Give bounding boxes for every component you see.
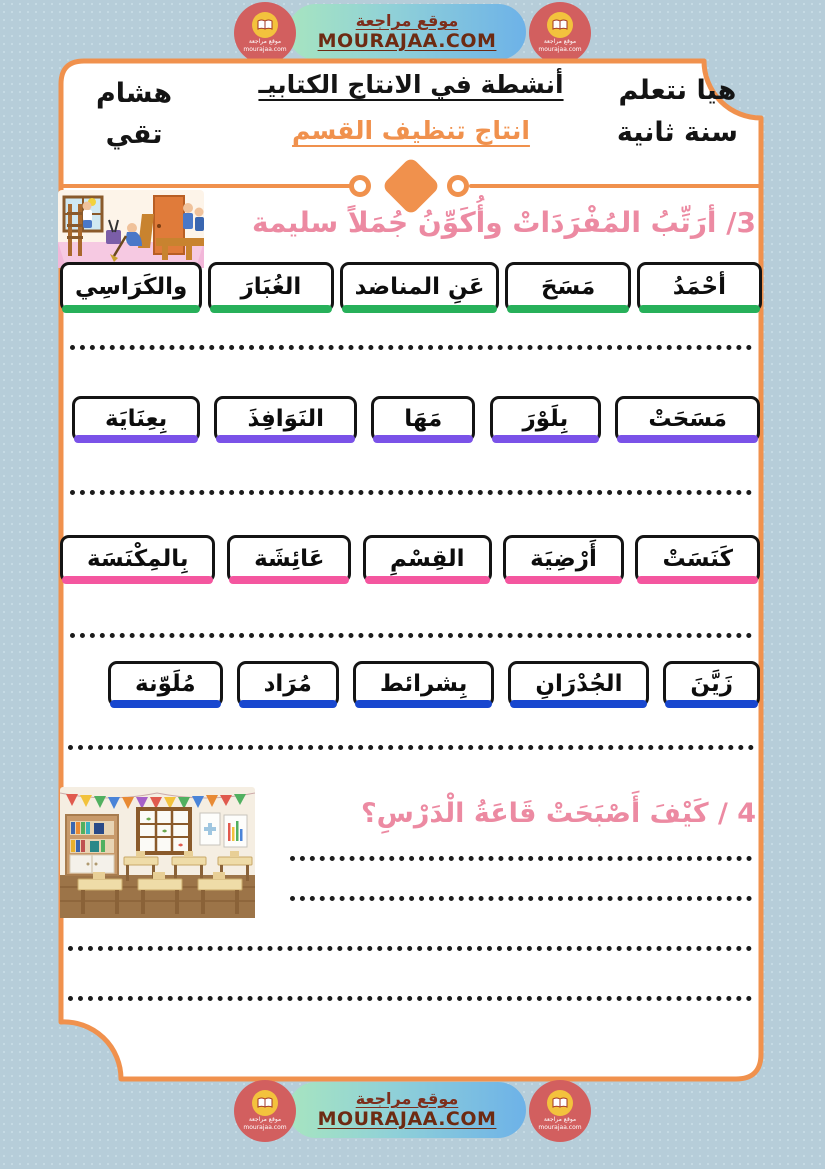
- word-text: مُلَوّنة: [135, 671, 196, 697]
- word-text: عَائِشَة: [254, 546, 325, 572]
- site-title-arabic: موقع مراجعة: [355, 1089, 459, 1108]
- word-text: والكَرَاسِي: [75, 274, 188, 300]
- divider-line-right: [469, 184, 760, 188]
- answer-dotted-line: [70, 345, 752, 350]
- word-card[interactable]: [208, 262, 333, 312]
- word-card[interactable]: [663, 661, 760, 707]
- answer-dotted-line: [68, 946, 752, 951]
- word-text: مَسَحَتْ: [648, 406, 727, 432]
- site-domain[interactable]: MOURAJAA.COM: [317, 30, 497, 53]
- word-text: عَنِ المناضد: [354, 274, 485, 300]
- word-text: مُرَاد: [263, 671, 312, 697]
- word-card[interactable]: [340, 262, 500, 312]
- answer-dotted-line: [68, 996, 752, 1001]
- mourajaa-logo-top-left: [234, 2, 296, 64]
- word-row-pink: [60, 535, 760, 583]
- book-icon: [252, 1090, 278, 1116]
- word-card[interactable]: [214, 396, 357, 442]
- book-icon: [547, 1090, 573, 1116]
- worksheet-lesson-title: انتاج تنظيف القسم: [292, 116, 530, 145]
- word-text: بِعِنَايَة: [105, 406, 168, 432]
- word-card[interactable]: [637, 262, 762, 312]
- word-card[interactable]: [108, 661, 223, 707]
- word-card[interactable]: [371, 396, 475, 442]
- mourajaa-logo-top-right: [529, 2, 591, 64]
- answer-dotted-line: [290, 856, 752, 861]
- answer-dotted-line: [70, 633, 752, 638]
- word-card[interactable]: [490, 396, 602, 442]
- word-card[interactable]: [505, 262, 630, 312]
- word-card[interactable]: [237, 661, 339, 707]
- word-row-green: [60, 262, 762, 312]
- logo-text-domain: mourajaa.com: [538, 1124, 582, 1131]
- exercise3-title: 3/ أرَتِّبُ المُفْرَدَاتْ وأُكَوِّنُ جُمَلاً سليمة: [252, 206, 756, 239]
- answer-dotted-line: [290, 896, 752, 901]
- cleaning-classroom-illustration: [58, 190, 204, 268]
- grade-label: [617, 70, 738, 154]
- word-text: بِلَوْرَ: [522, 406, 569, 432]
- logo-text-domain: mourajaa.com: [243, 46, 287, 53]
- word-card[interactable]: [60, 262, 202, 312]
- word-row-blue: [108, 661, 760, 707]
- word-text: أحْمَدُ: [672, 274, 726, 300]
- word-text: مَسَحَ: [540, 274, 596, 300]
- site-domain[interactable]: MOURAJAA.COM: [317, 1108, 497, 1131]
- mourajaa-logo-bottom-right: [529, 1080, 591, 1142]
- word-text: بِالمِكْنَسَة: [87, 546, 189, 572]
- word-card[interactable]: [615, 396, 760, 442]
- exercise4-title: 4 / كَيْفَ أَصْبَحَتْ قَاعَةُ الْدَرْسِ؟: [360, 798, 756, 829]
- word-card[interactable]: [227, 535, 351, 583]
- clean-classroom-illustration: [60, 787, 255, 918]
- word-card[interactable]: [635, 535, 760, 583]
- word-row-purple: [72, 396, 760, 442]
- site-title-arabic: موقع مراجعة: [355, 11, 459, 30]
- author-line-2: تقي: [105, 118, 163, 150]
- answer-dotted-line: [70, 490, 752, 495]
- author-line-1: هشام: [96, 78, 173, 109]
- word-card[interactable]: [508, 661, 649, 707]
- divider-ring-left: [349, 175, 371, 197]
- grade-line-1: هيا نتعلم: [618, 75, 737, 106]
- word-text: بِشرائط: [379, 671, 468, 697]
- word-text: الغُبَارَ: [240, 274, 302, 300]
- logo-text-domain: mourajaa.com: [243, 1124, 287, 1131]
- logo-text-ar: موقع مراجعة: [248, 1116, 282, 1124]
- word-text: مَهَا: [404, 406, 443, 432]
- word-card[interactable]: [353, 661, 495, 707]
- worksheet-heading: [258, 70, 563, 145]
- divider-ring-right: [447, 175, 469, 197]
- word-text: أَرْضِيَة: [530, 546, 597, 572]
- word-card[interactable]: [503, 535, 624, 583]
- grade-line-2: سنة ثانية: [616, 116, 738, 148]
- mourajaa-logo-bottom-left: [234, 1080, 296, 1142]
- site-banner-bottom[interactable]: [288, 1082, 526, 1138]
- author-name: [96, 74, 172, 155]
- word-text: الجُدْرَانِ: [535, 671, 623, 697]
- worksheet-main-title: أنشطة في الانتاج الكتابيـ: [258, 70, 564, 99]
- word-text: القِسْمِ: [390, 546, 465, 572]
- word-text: النَوَافِذَ: [247, 406, 325, 432]
- book-icon: [252, 12, 278, 38]
- word-text: كَنَسَتْ: [662, 546, 733, 572]
- logo-text-ar: موقع مراجعة: [543, 1116, 577, 1124]
- logo-text-ar: موقع مراجعة: [543, 38, 577, 46]
- word-card[interactable]: [72, 396, 200, 442]
- logo-text-domain: mourajaa.com: [538, 46, 582, 53]
- book-icon: [547, 12, 573, 38]
- worksheet-sheet: [58, 58, 764, 1082]
- word-card[interactable]: [363, 535, 492, 583]
- word-card[interactable]: [60, 535, 215, 583]
- site-banner-top[interactable]: [288, 4, 526, 60]
- word-text: زَيَّنَ: [690, 671, 733, 697]
- logo-text-ar: موقع مراجعة: [248, 38, 282, 46]
- divider-line-left: [62, 184, 353, 188]
- answer-dotted-line: [68, 745, 754, 750]
